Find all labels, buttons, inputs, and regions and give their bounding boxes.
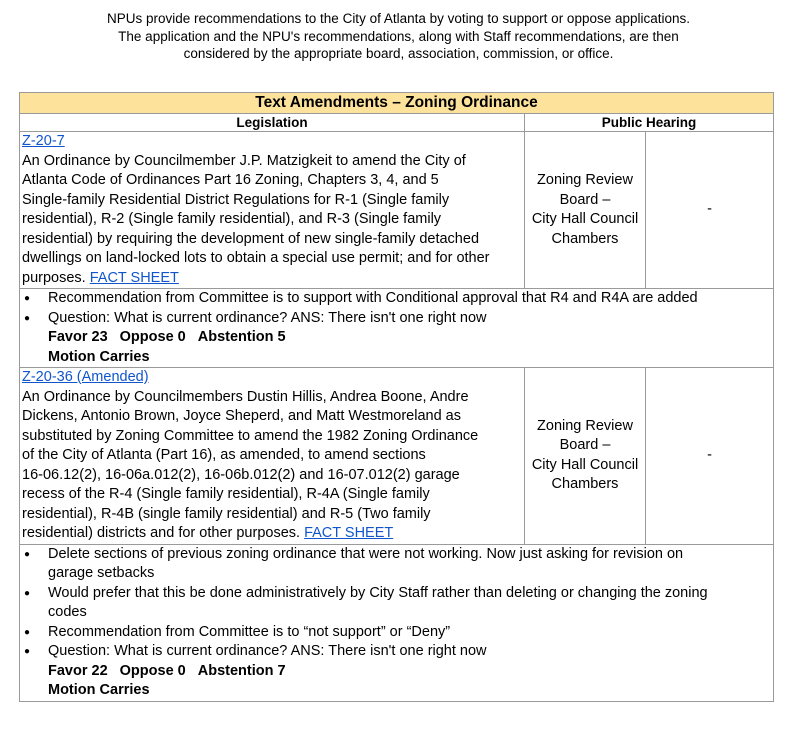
hearing-line: Board – xyxy=(559,191,611,208)
legislation-text-line: 16-06.12(2), 16-06a.012(2), 16-06b.012(2) and 16-07.012(2) garage xyxy=(22,466,460,483)
hearing-line: Board – xyxy=(559,437,611,454)
legislation-row xyxy=(20,132,774,289)
legislation-row xyxy=(20,368,774,545)
note-bullet xyxy=(22,642,771,662)
note-line: ● Recommendation from Committee is to support with Conditional approval that R4 and R4A are added xyxy=(48,290,698,306)
vote-tally xyxy=(22,328,771,348)
notes-row xyxy=(20,544,774,701)
legislation-link[interactable]: Z-20-7 xyxy=(22,133,65,149)
table-title: Text Amendments – Zoning Ordinance xyxy=(20,93,774,114)
note-line: garage setbacks xyxy=(48,565,155,581)
note-bullet xyxy=(22,584,771,623)
legislation-text-line: residential), R-4B (single family residential) and R-5 (Two family xyxy=(22,505,431,522)
hearing-line: City Hall Council xyxy=(531,211,639,227)
intro-line: NPUs provide recommendations to the City of Atlanta by voting to support or oppose applications. xyxy=(106,11,691,26)
note-line: ● Question: What is current ordinance? ANS: There isn't one right now xyxy=(48,309,487,326)
legislation-cell xyxy=(20,132,525,289)
notes-cell xyxy=(20,289,774,368)
hearing-line: Zoning Review xyxy=(537,417,633,434)
legislation-text-line: residential), R-2 (Single family residential), and R-3 (Single family xyxy=(22,211,442,227)
legislation-text-line: substituted by Zoning Committee to amend the 1982 Zoning Ordinance xyxy=(22,427,479,444)
note-bullet xyxy=(22,309,771,329)
column-header-public-hearing: Public Hearing xyxy=(525,114,774,132)
legislation-text-line: purposes. xyxy=(22,269,90,286)
legislation-text-line: residential) by requiring the development of new single-family detached xyxy=(22,230,480,247)
note-line: ● Recommendation from Committee is to “not support” or “Deny” xyxy=(48,623,451,640)
hearing-location-cell xyxy=(525,132,646,289)
note-bullet xyxy=(22,623,771,643)
note-bullet xyxy=(22,545,771,584)
abstention-count: Abstention 5 xyxy=(197,329,286,345)
vote-tally xyxy=(22,662,771,682)
text-amendments-table xyxy=(19,92,774,702)
intro-line: The application and the NPU's recommendations, along with Staff recommendations, are then xyxy=(118,28,679,44)
favor-count: Favor 22 xyxy=(48,662,108,679)
legislation-text-line: recess of the R-4 (Single family residential), R-4A (Single family xyxy=(22,486,430,502)
legislation-text-line: Single-family Residential District Regulations for R-1 (Single family xyxy=(22,191,450,208)
intro-text xyxy=(0,10,797,63)
favor-count: Favor 23 xyxy=(48,329,108,345)
legislation-text-line: Dickens, Antonio Brown, Joyce Sheperd, and Matt Westmoreland as xyxy=(22,408,461,424)
hearing-date-cell: - xyxy=(646,368,774,545)
hearing-line: City Hall Council xyxy=(531,456,639,473)
oppose-count: Oppose 0 xyxy=(119,329,186,345)
note-bullet xyxy=(22,289,771,309)
oppose-count: Oppose 0 xyxy=(119,662,186,679)
legislation-text-line: An Ordinance by Councilmember J.P. Matzigkeit to amend the City of xyxy=(22,152,466,169)
note-line: codes xyxy=(48,604,87,620)
note-line: ● Would prefer that this be done administratively by City Staff rather than deleting or changing the zoning xyxy=(48,584,708,601)
legislation-link[interactable]: Z-20-36 (Amended) xyxy=(22,369,149,385)
motion-result: Motion Carries xyxy=(48,682,150,698)
legislation-cell xyxy=(20,368,525,545)
legislation-text-line: dwellings on land-locked lots to obtain a special use permit; and for other xyxy=(22,250,490,266)
notes-cell xyxy=(20,544,774,701)
hearing-line: Zoning Review xyxy=(537,172,633,188)
hearing-location-cell xyxy=(525,368,646,545)
fact-sheet-link[interactable]: FACT SHEET xyxy=(304,525,394,541)
legislation-text-line: residential) districts and for other purposes. xyxy=(22,525,305,541)
hearing-date-cell: - xyxy=(646,132,774,289)
note-line: ● Delete sections of previous zoning ordinance that were not working. Now just asking for revision on xyxy=(48,545,684,562)
hearing-line: Chambers xyxy=(551,230,619,247)
fact-sheet-link[interactable]: FACT SHEET xyxy=(89,269,179,286)
legislation-text-line: An Ordinance by Councilmembers Dustin Hillis, Andrea Boone, Andre xyxy=(22,388,469,405)
intro-line: considered by the appropriate board, association, commission, or office. xyxy=(183,46,614,61)
note-line: ● Question: What is current ordinance? ANS: There isn't one right now xyxy=(48,643,487,659)
legislation-text-line: of the City of Atlanta (Part 16), as amended, to amend sections xyxy=(22,447,426,463)
hearing-line: Chambers xyxy=(551,476,619,493)
column-header-legislation: Legislation xyxy=(20,114,525,132)
motion-result: Motion Carries xyxy=(48,348,150,365)
legislation-text-line: Atlanta Code of Ordinances Part 16 Zoning, Chapters 3, 4, and 5 xyxy=(22,172,439,188)
notes-row xyxy=(20,289,774,368)
abstention-count: Abstention 7 xyxy=(197,662,286,679)
